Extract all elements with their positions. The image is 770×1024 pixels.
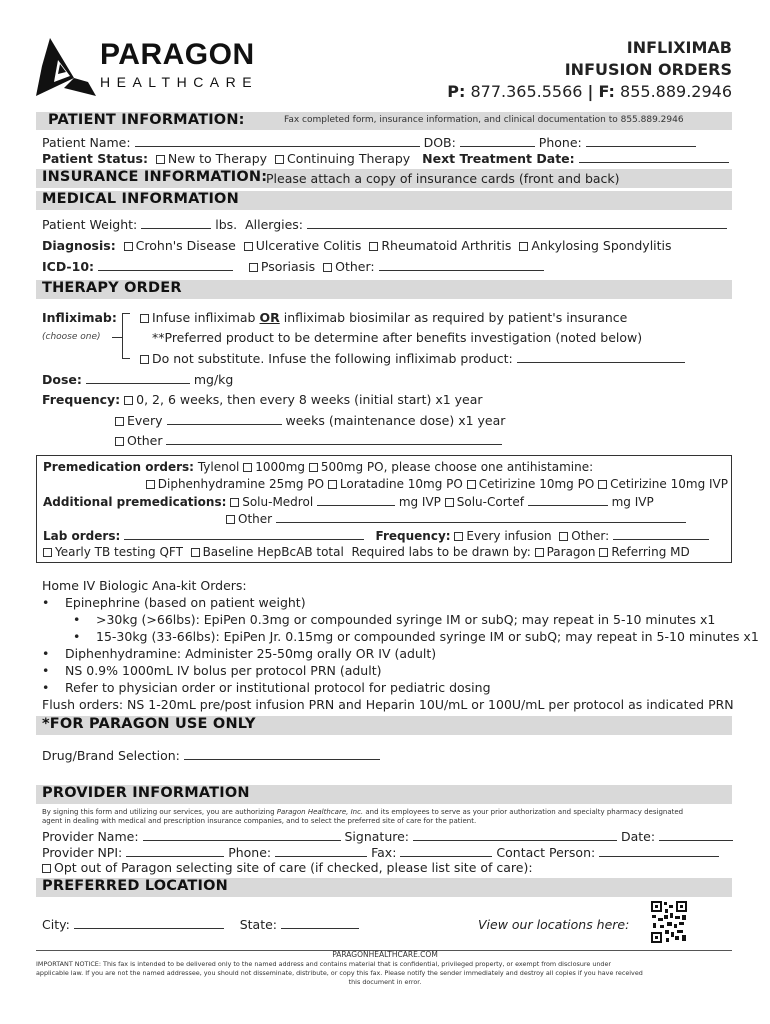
weight-unit: lbs. xyxy=(215,217,238,232)
tb-label: Yearly TB testing QFT xyxy=(55,545,183,559)
separator: | xyxy=(587,82,594,101)
no-substitute-checkbox[interactable] xyxy=(140,355,149,364)
contact-person-label: Contact Person: xyxy=(496,845,596,860)
freq-other-label: Other xyxy=(127,433,163,448)
footer-notice-line1: IMPORTANT NOTICE: This fax is intended to be delivered only to the named address and contains material that is confidential, privileged property, or exempt from disclosure under xyxy=(36,960,612,968)
optout-row xyxy=(42,860,533,875)
crohns-label: Crohn's Disease xyxy=(135,238,236,253)
patient-info-header xyxy=(36,112,732,130)
phone-label: P: xyxy=(447,82,466,101)
npi-field[interactable] xyxy=(126,845,224,857)
form-title-line1: INFLIXIMAB xyxy=(626,38,732,57)
lab-orders-label: Lab orders: xyxy=(43,529,121,543)
psoriasis-checkbox[interactable] xyxy=(249,263,258,272)
solucortef-label: Solu-Cortef xyxy=(456,495,524,509)
freq-initial-checkbox[interactable] xyxy=(124,396,133,405)
solucortef-checkbox[interactable] xyxy=(445,498,454,507)
legal1-company: Paragon Healthcare, Inc. xyxy=(276,808,364,816)
provider-header xyxy=(36,785,732,804)
patient-info-heading: PATIENT INFORMATION: xyxy=(48,112,245,128)
other-dx-field[interactable] xyxy=(379,259,544,271)
signature-field[interactable] xyxy=(413,829,617,841)
state-field[interactable] xyxy=(281,917,359,929)
next-treatment-label: Next Treatment Date: xyxy=(422,151,575,166)
drug-brand-field[interactable] xyxy=(184,748,380,760)
every-infusion-label: Every infusion xyxy=(466,529,552,543)
dose-row xyxy=(42,372,233,387)
phone-number: 877.365.5566 xyxy=(470,82,583,101)
provider-name-row xyxy=(42,829,733,844)
premed-other-checkbox[interactable] xyxy=(226,515,235,524)
footer-notice-line3: this document in error. xyxy=(348,978,422,986)
form-title-line2: INFUSION ORDERS xyxy=(564,60,732,79)
date-field[interactable] xyxy=(659,829,733,841)
provider-fax-field[interactable] xyxy=(400,845,492,857)
continuing-therapy-checkbox[interactable] xyxy=(275,155,284,164)
allergies-field[interactable] xyxy=(307,217,727,229)
solucortef-field[interactable] xyxy=(528,494,608,506)
cetirizine-po-label: Cetirizine 10mg PO xyxy=(478,477,595,491)
freq-other-field[interactable] xyxy=(166,433,502,445)
freq-every-label: Every xyxy=(127,413,163,428)
hep-checkbox[interactable] xyxy=(191,548,200,557)
freq-maintenance-label: weeks (maintenance dose) x1 year xyxy=(285,413,506,428)
city-state-row xyxy=(42,917,359,932)
choose-one-label: (choose one) xyxy=(42,332,101,342)
option-no-substitute xyxy=(140,351,685,366)
paragon-use-header xyxy=(36,716,732,735)
flush-orders: Flush orders: NS 1-20mL pre/post infusion PRN and Heparin 10U/mL or 100U/mL per protocol as indicated PRN xyxy=(42,697,734,712)
hep-label: Baseline HepBcAB total xyxy=(202,545,344,559)
state-label: State: xyxy=(239,917,278,932)
patient-name-label: Patient Name: xyxy=(42,135,131,150)
locations-qr-icon[interactable] xyxy=(650,900,688,944)
continuing-therapy-label: Continuing Therapy xyxy=(287,151,411,166)
other-dx-label: Other: xyxy=(335,259,375,274)
premed-row1 xyxy=(43,460,593,474)
opt1-note: **Preferred product to be determine after benefits investigation (noted below) xyxy=(152,330,643,345)
freq-maintenance-checkbox[interactable] xyxy=(115,417,124,426)
provider-phone-field[interactable] xyxy=(275,845,367,857)
insurance-header xyxy=(36,169,732,188)
medical-header xyxy=(36,191,732,210)
drug-brand-row xyxy=(42,748,380,763)
premed-row5 xyxy=(43,528,709,543)
cetirizine-iv-label: Cetirizine 10mg IVP xyxy=(610,477,728,491)
optout-label: Opt out of Paragon selecting site of care (if checked, please list site of care): xyxy=(54,860,533,875)
freq-other-row xyxy=(115,433,502,448)
dose-label: Dose: xyxy=(42,372,82,387)
freq-weeks-field[interactable] xyxy=(167,413,282,425)
opt1-text-a: Infuse infliximab xyxy=(152,310,256,325)
anakit-epi: • Epinephrine (based on patient weight) xyxy=(65,595,306,610)
signature-label: Signature: xyxy=(344,829,410,844)
ra-checkbox[interactable] xyxy=(369,242,378,251)
patient-name-row xyxy=(42,135,696,150)
new-therapy-checkbox[interactable] xyxy=(156,155,165,164)
tb-checkbox[interactable] xyxy=(43,548,52,557)
premed-label: Premedication orders: xyxy=(43,460,194,474)
premed-other-label: Other xyxy=(238,512,273,526)
psoriasis-label: Psoriasis xyxy=(260,259,316,274)
provider-name-field[interactable] xyxy=(143,829,341,841)
date-label: Date: xyxy=(620,829,656,844)
tylenol-1000-label: 1000mg xyxy=(255,460,306,474)
crohns-checkbox[interactable] xyxy=(124,242,133,251)
lab-other-checkbox[interactable] xyxy=(559,532,568,541)
anakit-epi-adult: • >30kg (>66lbs): EpiPen 0.3mg or compounded syringe IM or subQ; may repeat in 5-10 minutes x1 xyxy=(96,612,715,627)
uc-checkbox[interactable] xyxy=(244,242,253,251)
dob-label: DOB: xyxy=(423,135,456,150)
therapy-header xyxy=(36,280,732,299)
lab-other-field[interactable] xyxy=(613,528,709,540)
npi-label: Provider NPI: xyxy=(42,845,123,860)
product-field[interactable] xyxy=(517,351,685,363)
fax-label: F: xyxy=(598,82,615,101)
provider-name-label: Provider Name: xyxy=(42,829,139,844)
choice-bracket xyxy=(122,313,130,359)
drug-brand-label: Drug/Brand Selection: xyxy=(42,748,180,763)
provider-legal-line2: agent in dealing with medical and prescription insurance companies, and to select the preferred site of care for the patient. xyxy=(42,817,477,825)
brand-logo-icon xyxy=(36,38,96,96)
diagnosis-row xyxy=(42,238,672,253)
loratadine-label: Loratadine 10mg PO xyxy=(339,477,463,491)
legal1-b: and its employees to serve as your prior authorization and specialty pharmacy designated xyxy=(365,808,684,816)
loratadine-checkbox[interactable] xyxy=(328,480,337,489)
anakit-title: Home IV Biologic Ana-kit Orders: xyxy=(42,578,247,593)
cetirizine-po-checkbox[interactable] xyxy=(467,480,476,489)
anakit-epi-child: • 15-30kg (33-66lbs): EpiPen Jr. 0.15mg or compounded syringe IM or subQ; may repeat in 5-10 minutes x1 xyxy=(96,629,759,644)
dose-field[interactable] xyxy=(86,372,190,384)
lab-other-label: Other: xyxy=(571,529,610,543)
freq-maintenance-row xyxy=(115,413,505,428)
tylenol-500-checkbox[interactable] xyxy=(309,463,318,472)
solumedrol-label: Solu-Medrol xyxy=(242,495,314,509)
diphen-label: Diphenhydramine 25mg PO xyxy=(157,477,325,491)
city-field[interactable] xyxy=(74,917,224,929)
drawn-paragon-label: Paragon xyxy=(546,545,596,559)
as-checkbox[interactable] xyxy=(519,242,528,251)
patient-status-row xyxy=(42,151,729,166)
location-heading: PREFERRED LOCATION xyxy=(42,878,228,894)
ra-label: Rheumatoid Arthritis xyxy=(381,238,512,253)
city-label: City: xyxy=(42,917,70,932)
anakit-refer: • Refer to physician order or institutional protocol for pediatric dosing xyxy=(65,680,491,695)
tylenol-500-label: 500mg PO, please choose one antihistamine: xyxy=(320,460,594,474)
weight-label: Patient Weight: xyxy=(42,217,138,232)
weight-field[interactable] xyxy=(141,217,211,229)
fax-note: Fax completed form, insurance information, and clinical documentation to 855.889.2946 xyxy=(284,115,684,125)
diphen-checkbox[interactable] xyxy=(146,480,155,489)
diagnosis-label: Diagnosis: xyxy=(42,238,116,253)
frequency-label: Frequency: xyxy=(42,392,121,407)
icd-row xyxy=(42,259,544,274)
insurance-heading: INSURANCE INFORMATION: xyxy=(42,169,268,185)
provider-phone-label: Phone: xyxy=(228,845,272,860)
solumedrol-checkbox[interactable] xyxy=(230,498,239,507)
solumedrol-field[interactable] xyxy=(317,494,395,506)
premed-row3 xyxy=(43,494,654,509)
additional-premed-label: Additional premedications: xyxy=(43,495,227,509)
view-locations-label: View our locations here: xyxy=(478,917,630,932)
lab-orders-field[interactable] xyxy=(124,528,364,540)
icd-label: ICD-10: xyxy=(42,259,95,274)
frequency-row xyxy=(42,392,483,407)
new-therapy-label: New to Therapy xyxy=(167,151,268,166)
tylenol-label: Tylenol xyxy=(197,460,240,474)
infliximab-label: Infliximab: xyxy=(42,310,117,325)
location-header xyxy=(36,878,732,897)
cetirizine-iv-checkbox[interactable] xyxy=(598,480,607,489)
brand-name: PARAGON xyxy=(100,38,255,71)
lab-frequency-label: Frequency: xyxy=(375,529,451,543)
weight-row xyxy=(42,217,727,232)
paragon-use-heading: *FOR PARAGON USE ONLY xyxy=(42,716,256,732)
contact-person-field[interactable] xyxy=(599,845,719,857)
next-treatment-field[interactable] xyxy=(579,151,729,163)
option-biosimilar xyxy=(140,310,627,325)
drawn-referring-checkbox[interactable] xyxy=(599,548,608,557)
anakit-ns: • NS 0.9% 1000mL IV bolus per protocol PRN (adult) xyxy=(65,663,381,678)
premed-row2 xyxy=(146,477,728,491)
patient-phone-label: Phone: xyxy=(538,135,582,150)
provider-heading: PROVIDER INFORMATION xyxy=(42,785,250,801)
choice-bracket-tick xyxy=(112,337,122,338)
provider-fax-label: Fax: xyxy=(371,845,397,860)
freq-other-checkbox[interactable] xyxy=(115,437,124,446)
other-dx-checkbox[interactable] xyxy=(323,263,332,272)
premed-other-field[interactable] xyxy=(276,511,686,523)
as-label: Ankylosing Spondylitis xyxy=(531,238,672,253)
solumedrol-unit: mg IVP xyxy=(398,495,441,509)
footer-site: PARAGONHEALTHCARE.COM xyxy=(332,950,438,959)
premed-row4 xyxy=(226,511,686,526)
patient-name-field[interactable] xyxy=(135,135,420,147)
drawn-by-label: Required labs to be drawn by: xyxy=(351,545,531,559)
drawn-paragon-checkbox[interactable] xyxy=(535,548,544,557)
patient-status-label: Patient Status: xyxy=(42,151,148,166)
anakit-diphen: • Diphenhydramine: Administer 25-50mg orally OR IV (adult) xyxy=(65,646,436,661)
fax-number: 855.889.2946 xyxy=(620,82,732,101)
tylenol-1000-checkbox[interactable] xyxy=(243,463,252,472)
every-infusion-checkbox[interactable] xyxy=(454,532,463,541)
optout-checkbox[interactable] xyxy=(42,864,51,873)
patient-phone-field[interactable] xyxy=(586,135,696,147)
premed-row6 xyxy=(43,545,690,559)
legal1-a: By signing this form and utilizing our services, you are authorizing xyxy=(42,808,275,816)
provider-npi-row xyxy=(42,845,719,860)
opt2-text: Do not substitute. Infuse the following infliximab product: xyxy=(152,351,513,366)
solucortef-unit: mg IVP xyxy=(611,495,654,509)
provider-legal-line1 xyxy=(42,808,683,816)
contact-line xyxy=(447,82,732,101)
footer-notice-line2: applicable law. If you are not the named addressee, you should not disseminate, distribute, or copy this fax. Please notify the sender immediately and destroy all copies if you have received xyxy=(36,969,643,977)
icd-field[interactable] xyxy=(98,259,233,271)
medical-heading: MEDICAL INFORMATION xyxy=(42,191,239,207)
opt1-text-b: infliximab biosimilar as required by patient's insurance xyxy=(283,310,628,325)
dose-unit: mg/kg xyxy=(193,372,234,387)
freq-initial-label: 0, 2, 6 weeks, then every 8 weeks (initial start) x1 year xyxy=(136,392,483,407)
drawn-referring-label: Referring MD xyxy=(611,545,690,559)
allergies-label: Allergies: xyxy=(245,217,304,232)
therapy-heading: THERAPY ORDER xyxy=(42,280,182,296)
uc-label: Ulcerative Colitis xyxy=(255,238,362,253)
opt1-or: OR xyxy=(259,310,280,325)
biosimilar-checkbox[interactable] xyxy=(140,314,149,323)
brand-subtitle: HEALTHCARE xyxy=(100,74,259,90)
dob-field[interactable] xyxy=(460,135,535,147)
insurance-note: Please attach a copy of insurance cards (front and back) xyxy=(266,171,620,186)
